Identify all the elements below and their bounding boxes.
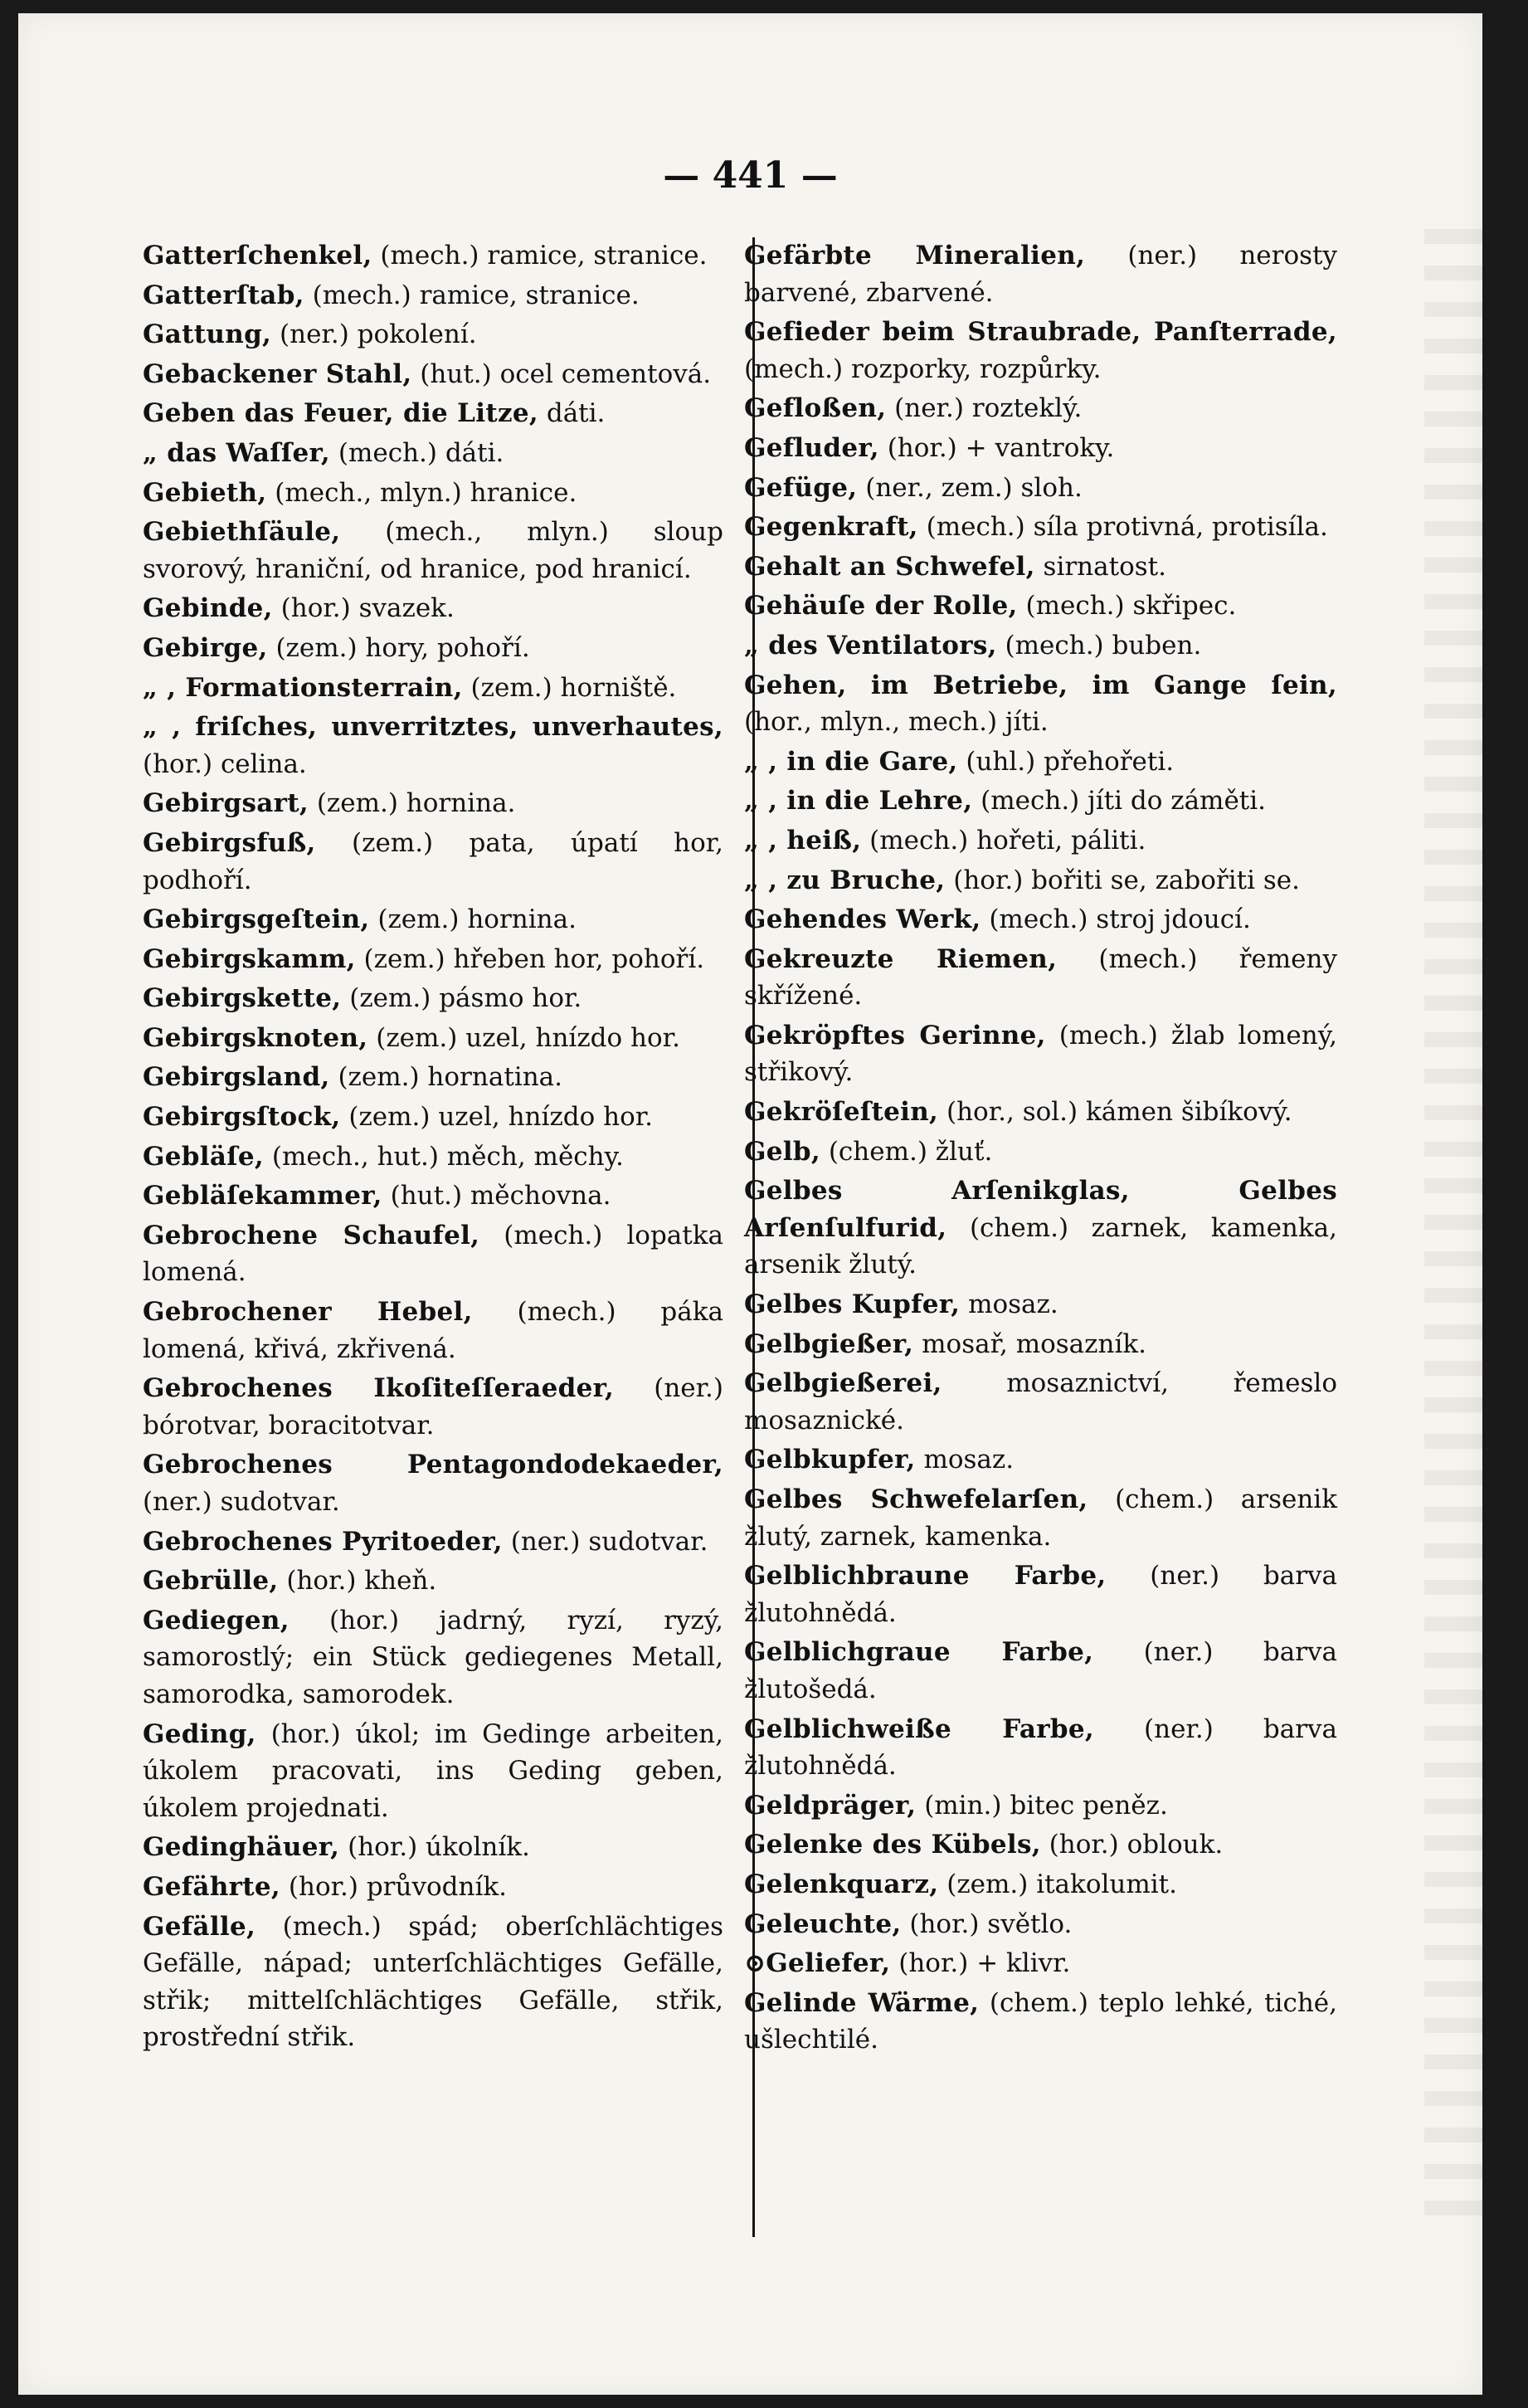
- entry-headword: Gelb,: [744, 1136, 820, 1167]
- entry-definition: (mech., hut.) měch, měchy.: [271, 1141, 624, 1172]
- entry-definition: (mech.) lopatka lomená.: [143, 1220, 723, 1288]
- entry-definition: (chem.) žluť.: [828, 1136, 993, 1167]
- entry-headword: Gebrochenes Pentagondodekaeder,: [143, 1450, 723, 1480]
- entry-definition: mosaz.: [923, 1445, 1015, 1475]
- entry-headword: Gelbkupfer,: [744, 1445, 916, 1475]
- dictionary-entry: [143, 1446, 723, 1520]
- entry-headword: Gelenke des Kübels,: [744, 1830, 1041, 1860]
- entry-definition: (hor.) oblouk.: [1049, 1830, 1224, 1860]
- dictionary-entry: [143, 1177, 723, 1215]
- dictionary-entry: [143, 1370, 723, 1444]
- entry-headword: Gattung,: [143, 319, 272, 350]
- entry-definition: (ner.) barva žlutošedá.: [744, 1637, 1337, 1704]
- entry-headword: Gebackener Stahl,: [143, 358, 412, 389]
- entry-definition: (zem.) pásmo hor.: [349, 983, 582, 1014]
- dictionary-entry: [744, 1826, 1337, 1864]
- dictionary-entry: [744, 1017, 1337, 1091]
- entry-headword: Gehalt an Schwefel,: [744, 551, 1035, 582]
- dictionary-entry: [744, 1326, 1337, 1363]
- entry-definition: (hor.) svazek.: [280, 593, 455, 624]
- dictionary-entry: [143, 785, 723, 822]
- entry-definition: (mech., mlyn.) sloup svorový, hraniční, od hranice, pod hranicí.: [143, 517, 723, 584]
- entry-headword: Gebieth,: [143, 477, 267, 508]
- dictionary-entry: [744, 1094, 1337, 1131]
- entry-headword: Gefloßen,: [744, 393, 887, 424]
- entry-headword: Gebirgsfuß,: [143, 827, 316, 858]
- entry-headword: Gelbes Arſenikglas, Gelbes Arſenſulfurid,: [744, 1176, 1337, 1243]
- entry-headword: Gelbes Schwefelarſen,: [744, 1484, 1088, 1514]
- entry-definition: (hor.) světlo.: [909, 1908, 1073, 1939]
- entry-definition: (mech.) síla protivná, protisíla.: [926, 512, 1328, 543]
- dictionary-entry: [744, 743, 1337, 781]
- dictionary-entry: [143, 980, 723, 1017]
- entry-headword: Geding,: [143, 1718, 256, 1749]
- entry-headword: Gediegen,: [143, 1605, 290, 1635]
- entry-definition: (hor.) průvodník.: [288, 1871, 507, 1902]
- dictionary-entry: [143, 1523, 723, 1561]
- entry-headword: Gelenkquarz,: [744, 1869, 939, 1899]
- dictionary-entry: [143, 316, 723, 353]
- entry-headword: Gebrülle,: [143, 1566, 279, 1596]
- entry-headword: Gefieder beim Straubrade, Panſterrade,: [744, 317, 1337, 348]
- dictionary-entry: [744, 1711, 1337, 1785]
- entry-headword: Gefärbte Mineralien,: [744, 241, 1086, 271]
- entry-definition: (zem.) pata, úpatí hor, podhoří.: [143, 827, 723, 895]
- entry-definition: (hor.) + vantroky.: [887, 432, 1115, 463]
- left-column: [143, 237, 723, 2059]
- entry-headword: Gedinghäuer,: [143, 1832, 340, 1863]
- dictionary-entry: [143, 1020, 723, 1057]
- dictionary-entry: [143, 1869, 723, 1906]
- dictionary-entry: [744, 822, 1337, 860]
- entry-definition: (mech.) ramice, stranice.: [312, 280, 640, 310]
- entry-definition: (zem.) hornina.: [316, 788, 516, 819]
- entry-headword: „ , in die Gare,: [744, 746, 958, 777]
- entry-definition: (mech.) stroj jdoucí.: [989, 904, 1251, 935]
- entry-definition: (chem.) teplo lehké, tiché, ušlechtilé.: [744, 1987, 1337, 2055]
- dictionary-entry: [744, 862, 1337, 899]
- dictionary-entry: [143, 1059, 723, 1096]
- dictionary-entry: [744, 237, 1337, 311]
- page-number: — 441 —: [663, 154, 838, 197]
- dictionary-entry: [744, 430, 1337, 467]
- dictionary-entry: [143, 1099, 723, 1136]
- entry-definition: (ner.) pokolení.: [280, 319, 477, 350]
- entry-headword: „ , Formationsterrain,: [143, 672, 463, 703]
- entry-definition: (hor.) + klivr.: [898, 1948, 1071, 1979]
- entry-headword: Gelblichbraune Farbe,: [744, 1561, 1107, 1592]
- entry-definition: (hut.) měchovna.: [390, 1181, 611, 1211]
- entry-headword: Gefluder,: [744, 432, 879, 463]
- dictionary-entry: [744, 1945, 1337, 1982]
- dictionary-entry: [143, 1716, 723, 1827]
- dictionary-entry: [143, 901, 723, 938]
- dictionary-entry: [143, 1217, 723, 1291]
- dictionary-entry: [143, 1829, 723, 1866]
- dictionary-entry: [744, 587, 1337, 625]
- dictionary-entry: [143, 1562, 723, 1600]
- entry-definition: mosař, mosazník.: [922, 1328, 1147, 1359]
- dictionary-entry: [143, 590, 723, 627]
- dictionary-entry: [143, 709, 723, 782]
- entry-definition: (mech.) žlab lomený, střikový.: [744, 1020, 1337, 1088]
- entry-headword: Gebirge,: [143, 632, 268, 663]
- entry-definition: (zem.) uzel, hnízdo hor.: [348, 1102, 654, 1133]
- dictionary-entry: [143, 395, 723, 432]
- entry-headword: „ , zu Bruche,: [744, 865, 946, 895]
- entry-definition: (zem.) hornatina.: [338, 1062, 562, 1093]
- dictionary-entry: [744, 1985, 1337, 2059]
- entry-definition: (zem.) hory, pohoří.: [275, 632, 530, 663]
- right-column: [744, 237, 1337, 2061]
- entry-definition: (zem.) hornina.: [377, 904, 577, 935]
- entry-headword: Geldpräger,: [744, 1790, 917, 1821]
- entry-definition: (ner.) barva žlutohnědá.: [744, 1561, 1338, 1628]
- entry-definition: (ner.) nerosty barvené, zbarvené.: [744, 241, 1338, 308]
- entry-definition: (hor., mlyn., mech.) jíti.: [744, 707, 1049, 738]
- entry-headword: Geleuchte,: [744, 1908, 902, 1939]
- entry-headword: „ , heiß,: [744, 825, 862, 855]
- entry-headword: Gelinde Wärme,: [744, 1987, 980, 2018]
- dictionary-entry: [143, 1294, 723, 1367]
- dictionary-entry: [744, 1787, 1337, 1825]
- bleed-through-texture: [1424, 229, 1482, 2220]
- dictionary-entry: [143, 237, 723, 275]
- entry-definition: (ner.) sudotvar.: [510, 1526, 708, 1557]
- dictionary-entry: [744, 1481, 1337, 1555]
- entry-definition: (mech.) páka lomená, křivá, zkřivená.: [143, 1297, 723, 1364]
- entry-definition: (ner.) bórotvar, boracitotvar.: [143, 1373, 724, 1440]
- dictionary-entry: [744, 1172, 1337, 1284]
- entry-headword: Gefüge,: [744, 472, 858, 503]
- dictionary-entry: [744, 1133, 1337, 1171]
- entry-headword: Gatterſtab,: [143, 280, 304, 310]
- dictionary-entry: [744, 667, 1337, 741]
- entry-definition: (zem.) itakolumit.: [946, 1869, 1177, 1899]
- entry-headword: Gebirgsland,: [143, 1062, 330, 1093]
- dictionary-entry: [744, 941, 1337, 1015]
- entry-definition: (mech.) řemeny skřížené.: [744, 943, 1337, 1011]
- entry-headword: Geben das Feuer, die Litze,: [143, 398, 538, 429]
- entry-headword: Gebrochenes Pyritoeder,: [143, 1526, 503, 1557]
- dictionary-entry: [143, 941, 723, 978]
- dictionary-entry: [143, 1908, 723, 2056]
- entry-definition: (hor.) bořiti se, zabořiti se.: [953, 865, 1300, 895]
- entry-definition: (hor.) jadrný, ryzí, ryzý, samorostlý; ein Stück gediegenes Metall, samorodka, samorodek.: [143, 1605, 724, 1709]
- entry-definition: mosaz.: [968, 1289, 1058, 1320]
- dictionary-entry: [143, 630, 723, 667]
- dictionary-entry: [744, 782, 1337, 820]
- entry-headword: Gekröſeſtein,: [744, 1097, 939, 1128]
- dictionary-entry: [143, 514, 723, 587]
- entry-headword: Gebirgsgeſtein,: [143, 904, 370, 935]
- dictionary-entry: [143, 475, 723, 512]
- entry-headword: Gehen, im Betriebe, im Gange ſein,: [744, 670, 1337, 700]
- entry-headword: Gelblichgraue Farbe,: [744, 1637, 1094, 1668]
- entry-headword: Gehendes Werk,: [744, 904, 981, 935]
- entry-headword: Gebinde,: [143, 593, 273, 624]
- dictionary-entry: [744, 627, 1337, 665]
- dictionary-entry: [744, 1634, 1337, 1708]
- entry-headword: „ des Ventilators,: [744, 630, 997, 660]
- entry-headword: „ , friſches, unverritztes, unverhautes,: [143, 712, 723, 743]
- entry-headword: Gelblichweiße Farbe,: [744, 1713, 1094, 1744]
- entry-headword: Gebläſe,: [143, 1141, 264, 1172]
- entry-definition: (mech.) spád; oberſchlächtiges Gefälle, nápad; unterſchlächtiges Gefälle, střik; mittelſchlächtiges Gefälle, střik, prostřední střik.: [143, 1911, 723, 2053]
- entry-headword: Gegenkraft,: [744, 512, 918, 543]
- entry-definition: (zem.) horniště.: [470, 672, 677, 703]
- entry-headword: Gebrochene Schaufel,: [143, 1220, 480, 1250]
- entry-definition: sirnatost.: [1043, 551, 1166, 582]
- dictionary-entry: [143, 277, 723, 314]
- entry-definition: dáti.: [546, 398, 606, 429]
- entry-definition: (hor.) úkol; im Gedinge arbeiten, úkolem pracovati, ins Geding geben, úkolem projednati.: [143, 1718, 723, 1823]
- entry-definition: (mech.) ramice, stranice.: [380, 241, 708, 271]
- entry-headword: Gefährte,: [143, 1871, 281, 1902]
- entry-definition: mosaznictví, řemeslo mosaznické.: [744, 1368, 1337, 1436]
- entry-headword: Gebrochener Hebel,: [143, 1297, 473, 1328]
- dictionary-entry: [744, 1866, 1337, 1903]
- entry-definition: (chem.) arsenik žlutý, zarnek, kamenka.: [744, 1484, 1337, 1552]
- entry-definition: (hut.) ocel cementová.: [420, 358, 712, 389]
- dictionary-entry: [143, 825, 723, 899]
- entry-definition: (mech.) buben.: [1005, 630, 1202, 660]
- entry-definition: (ner.) sudotvar.: [143, 1487, 340, 1517]
- entry-definition: (mech.) dáti.: [338, 437, 504, 468]
- dictionary-entry: [744, 509, 1337, 546]
- dictionary-entry: [744, 1906, 1337, 1943]
- entry-headword: „ , in die Lehre,: [744, 786, 973, 816]
- entry-headword: Gebirgsſtock,: [143, 1102, 341, 1133]
- entry-definition: (ner.) barva žlutohnědá.: [744, 1713, 1338, 1782]
- entry-definition: (mech.) jíti do záměti.: [981, 786, 1267, 816]
- entry-headword: Gebirgskamm,: [143, 943, 356, 974]
- dictionary-entry: [744, 390, 1337, 427]
- entry-definition: (uhl.) přehořeti.: [966, 746, 1175, 777]
- dictionary-entry: [143, 1602, 723, 1713]
- dictionary-entry: [744, 1286, 1337, 1323]
- entry-definition: (chem.) zarnek, kamenka, arsenik žlutý.: [744, 1212, 1337, 1280]
- entry-definition: (hor., sol.) kámen šibíkový.: [946, 1097, 1292, 1128]
- dictionary-entry: [744, 901, 1337, 938]
- entry-headword: „ das Waſſer,: [143, 437, 331, 468]
- entry-definition: (mech.) rozporky, rozpůrky.: [744, 353, 1102, 384]
- dictionary-entry: [143, 356, 723, 393]
- entry-definition: (zem.) hřeben hor, pohoří.: [363, 943, 705, 974]
- dictionary-entry: [744, 548, 1337, 586]
- entry-definition: (mech., mlyn.) hranice.: [275, 477, 577, 508]
- entry-headword: Gebrochenes Ikoſiteſſeraeder,: [143, 1373, 615, 1404]
- entry-headword: Gelbgießerei,: [744, 1368, 942, 1399]
- dictionary-entry: [143, 670, 723, 707]
- entry-headword: Gebirgsknoten,: [143, 1022, 368, 1053]
- dictionary-entry: [143, 435, 723, 472]
- entry-definition: (zem.) uzel, hnízdo hor.: [376, 1022, 680, 1053]
- entry-definition: (hor.) úkolník.: [348, 1832, 530, 1863]
- entry-headword: Gekröpftes Gerinne,: [744, 1020, 1046, 1050]
- dictionary-entry: [744, 1557, 1337, 1631]
- entry-headword: Gatterſchenkel,: [143, 241, 372, 271]
- entry-definition: (mech.) skřipec.: [1025, 591, 1237, 621]
- entry-headword: Gebirgskette,: [143, 983, 342, 1014]
- page: [18, 13, 1482, 2395]
- dictionary-entry: [143, 1138, 723, 1176]
- entry-headword: Gelbgießer,: [744, 1328, 914, 1359]
- dictionary-entry: [744, 314, 1337, 388]
- entry-headword: Gelbes Kupfer,: [744, 1289, 961, 1320]
- entry-definition: (mech.) hořeti, páliti.: [869, 825, 1146, 855]
- dictionary-entry: [744, 470, 1337, 507]
- entry-headword: Gebläſekammer,: [143, 1181, 382, 1211]
- entry-definition: (min.) bitec peněz.: [924, 1790, 1168, 1821]
- entry-headword: Gekreuzte Riemen,: [744, 943, 1058, 974]
- entry-definition: (ner.) rozteklý.: [894, 393, 1083, 424]
- dictionary-entry: [744, 1365, 1337, 1439]
- entry-definition: (hor.) kheň.: [286, 1566, 437, 1596]
- entry-definition: (hor.) celina.: [143, 748, 307, 779]
- entry-headword: ⊙Geliefer,: [744, 1948, 891, 1979]
- entry-headword: Gebiethſäule,: [143, 517, 341, 548]
- entry-headword: Gebirgsart,: [143, 788, 309, 819]
- entry-headword: Gehäuſe der Rolle,: [744, 591, 1018, 621]
- entry-headword: Gefälle,: [143, 1911, 256, 1942]
- entry-definition: (ner., zem.) sloh.: [865, 472, 1083, 503]
- dictionary-entry: [744, 1441, 1337, 1479]
